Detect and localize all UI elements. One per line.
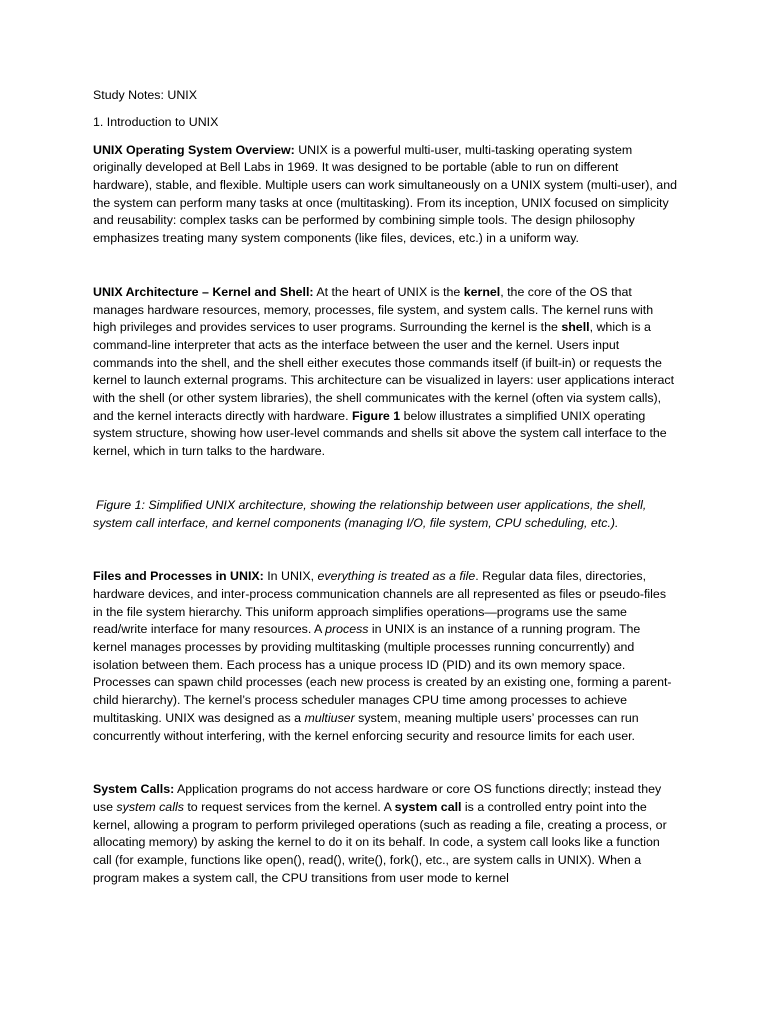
process-term: process bbox=[325, 622, 369, 637]
page-content bbox=[93, 87, 677, 924]
syscalls-text-1: Application programs do not access hardware or core OS functions directly; instead they use bbox=[93, 782, 662, 814]
shell-term: shell bbox=[561, 320, 590, 335]
multiuser-term: multiuser bbox=[304, 710, 355, 725]
system-calls-label: System Calls: bbox=[93, 782, 175, 797]
system-calls-term: system calls bbox=[116, 799, 184, 814]
files-text-3: in UNIX is an instance of a running program. The kernel manages processes by providing multitasking (multiple processes running concurrently) and isolation between them. Each process has a unique process ID (PID) and its own memory space. Processes can spawn child processes (each new process is created by an existing one, forming a parent-child hierarchy). The kernel’s process scheduler manages CPU time among processes to achieve multitasking. UNIX was designed as a bbox=[93, 622, 672, 725]
files-processes-paragraph bbox=[93, 568, 677, 745]
syscalls-text-3: is a controlled entry point into the kernel, allowing a program to perform privileged operations (such as reading a file, creating a process, or allocating memory) by asking the kernel to do it on its behalf. In code, a system call looks like a function call (for example, functions like open(), read(), write(), fork(), etc., are system calls in UNIX). When a program makes a system call, the CPU transitions from user mode to kernel bbox=[93, 799, 667, 885]
section-heading: 1. Introduction to UNIX bbox=[93, 115, 219, 130]
figure-reference: Figure 1 bbox=[351, 408, 401, 423]
architecture-text-4: below illustrates a simplified UNIX operating system structure, showing how user-level commands and shells sit above the system call interface to the kernel, which in turn talks to the hardware. bbox=[93, 408, 667, 459]
system-call-term: system call bbox=[394, 799, 462, 814]
syscalls-text-2: to request services from the kernel. A bbox=[183, 799, 395, 814]
kernel-term: kernel bbox=[463, 284, 501, 299]
files-processes-label: Files and Processes in UNIX: bbox=[93, 569, 264, 584]
architecture-text-2: , the core of the OS that manages hardware resources, memory, processes, file system, and system calls. The kernel runs with high privileges and provides services to user programs. Surrounding the kernel is the bbox=[93, 284, 654, 335]
files-text-4: system, meaning multiple users’ processes can run concurrently without interfering, with the kernel enforcing security and resource limits for each user. bbox=[93, 710, 639, 743]
overview-label: UNIX Operating System Overview: bbox=[93, 142, 295, 157]
architecture-label: UNIX Architecture – Kernel and Shell: bbox=[93, 284, 314, 299]
architecture-text-3: , which is a command-line interpreter that acts as the interface between the user and the kernel. Users input commands into the shell, and the shell either executes those commands itself (if built-in) or requests the kernel to launch external programs. This architecture can be visualized in layers: user applications interact with the shell (or other system libraries), the shell communicates with the kernel (often via system calls), and the kernel interacts directly with hardware. bbox=[93, 320, 675, 423]
document-title: Study Notes: UNIX bbox=[93, 88, 197, 102]
figure-caption: Figure 1: Simplified UNIX architecture, showing the relationship between user applications, the shell, system call interface, and kernel components (managing I/O, file system, CPU scheduling, etc.). bbox=[93, 497, 647, 530]
architecture-text-1: At the heart of UNIX is the bbox=[313, 284, 464, 299]
overview-paragraph bbox=[93, 142, 677, 248]
architecture-paragraph bbox=[93, 284, 677, 461]
system-calls-paragraph bbox=[93, 781, 677, 887]
overview-text: UNIX is a powerful multi-user, multi-tasking operating system originally developed at Bell Labs in 1969. It was designed to be portable (able to run on different hardware), stable, and flexible. Multiple users can work simultaneously on a UNIX system (multi-user), and the system can perform many tasks at once (multitasking). From its inception, UNIX focused on simplicity and reusability: complex tasks can be performed by combining simple tools. The design philosophy emphasizes treating many system components (like files, devices, etc.) in a uniform way. bbox=[93, 142, 677, 246]
everything-file-term: everything is treated as a file bbox=[317, 569, 476, 584]
files-text-2: . Regular data files, directories, hardware devices, and inter-process communication channels are all represented as files or pseudo-files in the file system hierarchy. This uniform approach simplifies operations—programs use the same read/write interface for many resources. A bbox=[93, 569, 667, 637]
files-text-1: In UNIX, bbox=[263, 569, 318, 584]
